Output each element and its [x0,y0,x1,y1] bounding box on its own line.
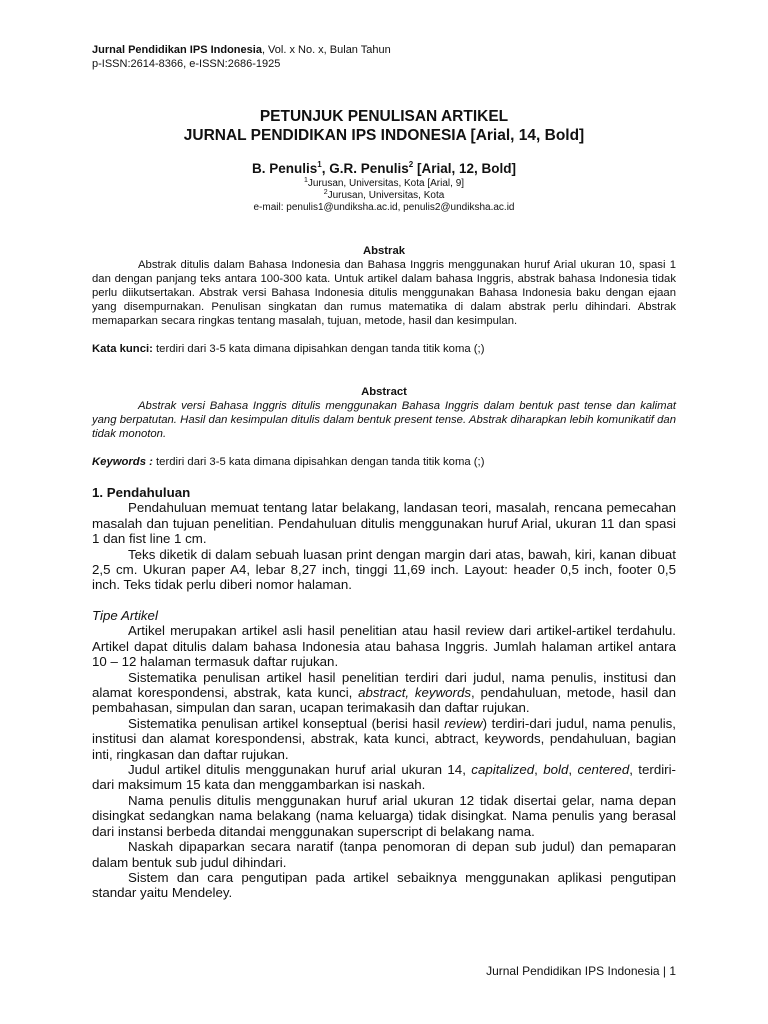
tipe-artikel-heading: Tipe Artikel [92,608,158,623]
keywords-text: terdiri dari 3-5 kata dimana dipisahkan dengan tanda titik koma (;) [152,456,485,468]
affiliation-2-superscript: 2 [323,189,328,196]
author-separator: , [321,161,330,176]
paragraph-2-text-c: , pendahuluan, metode, hasil dan pembahasan, simpulan dan saran, ucapan terimakasih dan daftar rujukan. [92,685,676,716]
tipe-artikel-section [92,608,676,901]
author-1-superscript: 1 [317,160,322,169]
paragraph-4-italic-centered: centered [577,762,630,778]
affiliation-1 [92,178,676,190]
abstract-heading: Abstract [361,386,407,398]
pendahuluan-paragraph-2: Teks diketik di dalam sebuah luasan print dengan margin dari atas, bawah, kiri, kanan dibuat 2,5 cm. Ukuran paper A4, lebar 8,27 inch, tinggi 11,69 inch. Layout: header 0,5 inch, footer 0,5 inch. Teks tidak perlu diberi nomor halaman. [92,546,676,593]
paragraph-2-text-a: Sistematika penulisan artikel hasil penelitian terdiri dari judul, nama penulis, institusi dan alamat korespondensi, abstrak, kata kunci, [92,669,676,701]
paragraph-4-text-a: Judul artikel ditulis menggunakan huruf arial ukuran 14, [128,762,472,778]
author-1-name: B. Penulis [252,161,318,176]
paragraph-4-comma-1: , [534,762,544,778]
kata-kunci-label: Kata kunci: [92,343,153,355]
keywords-label: Keywords : [92,456,153,468]
issn-line: p-ISSN:2614-8366, e-ISSN:2686-1925 [92,58,281,70]
abstrak-heading: Abstrak [362,245,406,257]
affiliation-1-superscript: 1 [303,177,308,184]
title-line-2: JURNAL PENDIDIKAN IPS INDONESIA [Arial, 14, Bold] [183,127,585,144]
tipe-artikel-paragraph-6: Naskah dipaparkan secara naratif (tanpa penomoran di depan sub judul) dan pemaparan dalam bentuk sub judul dihindari. [92,839,676,870]
page-footer: Jurnal Pendidikan IPS Indonesia | 1 [486,964,676,978]
paragraph-4-text-g: , terdiri-dari maksimum 15 kata dan menggambarkan isi naskah. [92,762,676,793]
kata-kunci-text: terdiri dari 3-5 kata dimana dipisahkan dengan tanda titik koma (;) [152,343,485,355]
tipe-artikel-paragraph-2 [92,670,676,716]
affiliation-2-text: Jurusan, Universitas, Kota [327,190,445,201]
paragraph-4-italic-bold: bold [543,762,569,778]
journal-citation-line [92,43,391,57]
abstrak-section [92,244,676,356]
abstrak-text: Abstrak ditulis dalam Bahasa Indonesia dan Bahasa Inggris menggunakan huruf Arial ukuran 10, spasi 1 dan dengan panjang teks antara 100-300 kata. Untuk artikel dalam bahasa Inggris, abstrak bahasa Indonesia tidak perlu diikutsertakan. Abstrak versi Bahasa Indonesia ditulis menggunakan Bahasa Indonesia baku dengan ejaan yang disempurnakan. Penulisan singkatan dan rumus matematika di dalam abstrak perlu dihindari. Abstrak memaparkan secara ringkas tentang masalah, tujuan, metode, hasil dan kesimpulan. [92,259,676,327]
pendahuluan-section [92,485,676,593]
authors-block [92,160,676,214]
paragraph-3-italic: review [444,715,483,731]
tipe-artikel-paragraph-5: Nama penulis ditulis menggunakan huruf arial ukuran 12 tidak disertai gelar, nama depan disingkat sedangkan nama belakang (nama keluarga) tidak disingkat. Nama penulis yang berasal dari instansi berbeda ditandai menggunakan superscript di belakang nama. [92,792,676,839]
pendahuluan-heading: 1. Pendahuluan [92,485,191,500]
authors-line [92,160,676,178]
abstract-text: Abstrak versi Bahasa Inggris ditulis menggunakan Bahasa Inggris dalam bentuk past tense dan kalimat yang berpatutan. Hasil dan kesimpulan ditulis dalam bentuk present tense. Abstrak diharapkan lebih komunikatif dan tidak monoton. [92,400,676,440]
tipe-artikel-paragraph-4 [92,762,676,793]
abstract-section [92,385,676,469]
paragraph-3-text-a: Sistematika penulisan artikel konseptual (berisi hasil [128,715,445,731]
author-2-name: G.R. Penulis [329,161,409,176]
paragraph-4-comma-2: , [568,762,578,778]
author-2-superscript: 2 [408,160,414,169]
tipe-artikel-paragraph-7: Sistem dan cara pengutipan pada artikel sebaiknya menggunakan aplikasi pengutipan standar yaitu Mendeley. [92,869,676,901]
tipe-artikel-paragraph-3 [92,716,676,762]
article-title [92,107,676,145]
paragraph-4-italic-capitalized: capitalized [471,762,535,778]
paragraph-3-text-c: ) terdiri-dari judul, nama penulis, institusi dan alamat korespondensi, abstrak, kata kunci, abtract, keywords, pendahuluan, bagian inti, ringkasan dan daftar rujukan. [92,715,676,762]
keywords-line [92,455,676,469]
volume-info: , Vol. x No. x, Bulan Tahun [261,44,391,56]
kata-kunci-line [92,342,676,356]
tipe-artikel-paragraph-1: Artikel merupakan artikel asli hasil penelitian atau hasil review dari artikel-artikel terdahulu. Artikel dapat ditulis dalam bahasa Indonesia atau bahasa Inggris. Jumlah halaman artikel antara 10 – 12 halaman termasuk daftar rujukan. [92,623,676,670]
affiliation-2 [92,190,676,202]
affiliation-1-text: Jurusan, Universitas, Kota [Arial, 9] [307,178,465,189]
author-format-note: [Arial, 12, Bold] [413,161,516,176]
journal-name: Jurnal Pendidikan IPS Indonesia [92,44,262,56]
journal-header [92,43,391,71]
title-line-1: PETUNJUK PENULISAN ARTIKEL [259,108,509,125]
pendahuluan-paragraph-1: Pendahuluan memuat tentang latar belakang, landasan teori, masalah, rencana pemecahan masalah dan tujuan penelitian. Pendahuluan ditulis menggunakan huruf Arial, ukuran 11 dan spasi 1 dan fist line 1 cm. [92,500,676,547]
paragraph-2-italic: abstract, keywords [358,685,472,701]
email-line: e-mail: penulis1@undiksha.ac.id, penulis2@undiksha.ac.id [253,202,515,213]
